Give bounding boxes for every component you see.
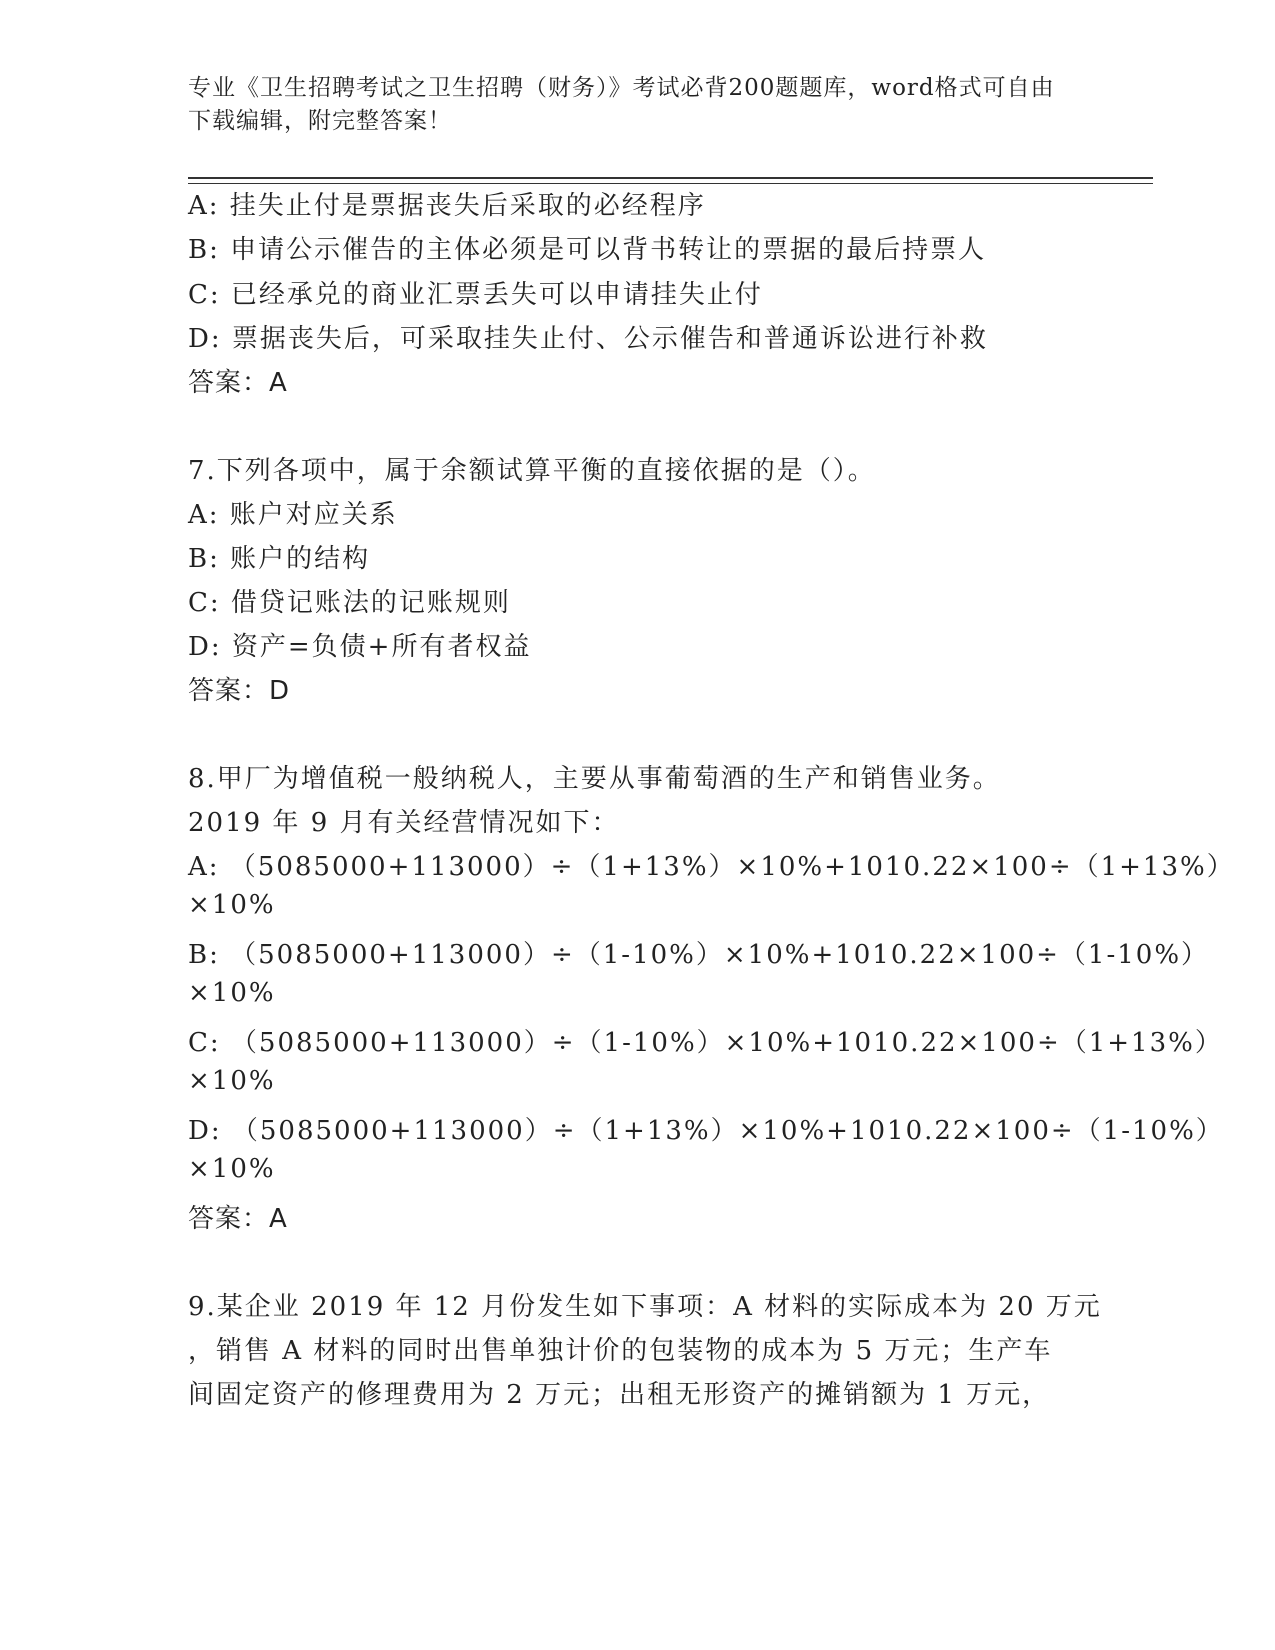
q6-option-b: B: 申请公示催告的主体必须是可以背书转让的票据的最后持票人 <box>188 235 987 265</box>
q6-option-c: C: 已经承兑的商业汇票丢失可以申请挂失止付 <box>188 280 763 310</box>
header-divider-thick <box>188 177 1153 179</box>
q7-answer: 答案：D <box>188 676 291 706</box>
q7-option-b: B: 账户的结构 <box>188 544 371 574</box>
q8-option-d-line2: ×10% <box>188 1154 276 1184</box>
q7-option-a: A: 账户对应关系 <box>188 500 398 530</box>
q7-option-c: C: 借贷记账法的记账规则 <box>188 588 511 618</box>
q8-question-line1: 8.甲厂为增值税一般纳税人，主要从事葡萄酒的生产和销售业务。 <box>188 764 1001 794</box>
q6-option-a: A: 挂失止付是票据丧失后采取的必经程序 <box>188 191 706 221</box>
q9-line3: 间固定资产的修理费用为 2 万元；出租无形资产的摊销额为 1 万元， <box>188 1380 1051 1410</box>
q6-answer: 答案：A <box>188 368 288 398</box>
q8-option-d-line1: D: （5085000+113000）÷（1+13%）×10%+1010.22×100÷（1-10%） <box>188 1116 1224 1146</box>
q7-question: 7.下列各项中，属于余额试算平衡的直接依据的是（）。 <box>188 456 876 486</box>
q9-line1: 9.某企业 2019 年 12 月份发生如下事项：A 材料的实际成本为 20 万元 <box>188 1292 1102 1322</box>
q8-option-a-line1: A: （5085000+113000）÷（1+13%）×10%+1010.22×100÷（1+13%） <box>188 852 1235 882</box>
q8-option-b-line2: ×10% <box>188 978 276 1008</box>
q9-line2: ，销售 A 材料的同时出售单独计价的包装物的成本为 5 万元；生产车 <box>188 1336 1053 1366</box>
q8-option-a-line2: ×10% <box>188 890 276 920</box>
q8-question-line2: 2019 年 9 月有关经营情况如下： <box>188 808 620 838</box>
q8-option-c-line2: ×10% <box>188 1066 276 1096</box>
header-divider-thin <box>188 183 1153 184</box>
q8-option-b-line1: B: （5085000+113000）÷（1-10%）×10%+1010.22×100÷（1-10%） <box>188 940 1210 970</box>
q8-answer: 答案：A <box>188 1204 288 1234</box>
q8-option-c-line1: C: （5085000+113000）÷（1-10%）×10%+1010.22×100÷（1+13%） <box>188 1028 1223 1058</box>
q7-option-d: D: 资产=负债+所有者权益 <box>188 632 532 662</box>
q6-option-d: D: 票据丧失后，可采取挂失止付、公示催告和普通诉讼进行补救 <box>188 324 988 354</box>
document-header: 专业《卫生招聘考试之卫生招聘（财务）》考试必背200题题库，word格式可自由下载编辑，附完整答案！ <box>188 75 1055 134</box>
